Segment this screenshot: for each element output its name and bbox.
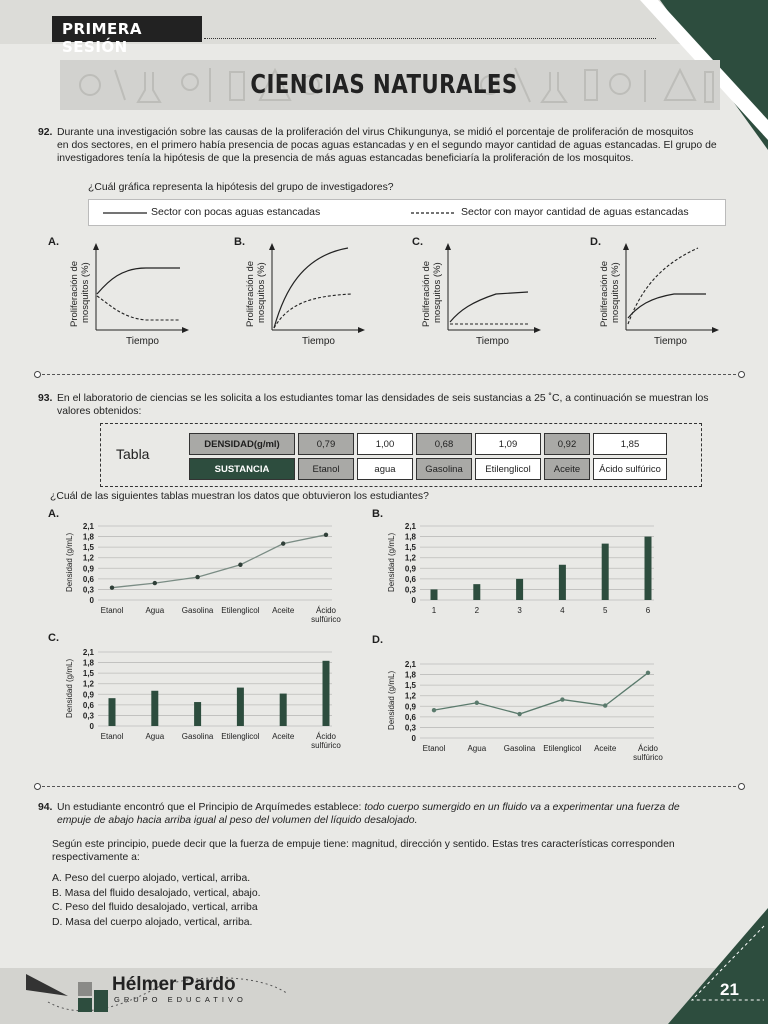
chart-point — [281, 541, 285, 545]
chart-ytick-label: 0,6 — [82, 574, 94, 584]
chart-xtick-label: Gasolina — [181, 732, 214, 741]
chart-xtick-label: Etanol — [100, 732, 124, 741]
graph-dashed-curve — [628, 248, 698, 324]
chart-ytick-label: 1,5 — [404, 543, 416, 553]
chart-xtick-label: 1 — [431, 606, 437, 615]
chart-ytick-label: 1,8 — [82, 532, 94, 542]
logo-square-icon — [78, 998, 92, 1012]
q92-option-b-letter[interactable]: B. — [234, 236, 245, 248]
q94-text: Según este principio, puede decir que la fuerza de empuje tiene: magnitud, dirección y sentido. Estas tres características corresponden respectivamente a: — [52, 839, 675, 863]
chart-bar — [237, 688, 244, 726]
chart-bar — [323, 661, 330, 726]
graph-ylabel-line2: mosquitos (%) — [610, 262, 621, 323]
chart-xtick-label: Ácido — [315, 732, 337, 741]
header-dotted-line — [204, 38, 656, 39]
chart-ytick-label: 0,9 — [404, 702, 416, 712]
chart-ytick-label: 0,3 — [404, 723, 416, 733]
q94-option-c[interactable]: C. Peso del fluido desalojado, vertical, arriba — [52, 902, 258, 913]
graph-ylabel-line2: mosquitos (%) — [432, 262, 443, 323]
chart-bar — [645, 537, 652, 600]
chart-point — [517, 712, 521, 716]
q92-legend — [88, 199, 726, 226]
graph-xlabel: Tiempo — [302, 336, 335, 347]
table-row-density — [189, 433, 667, 455]
chart-bar — [280, 694, 287, 726]
q94-option-d[interactable]: D. Masa del cuerpo alojado, vertical, arriba. — [52, 916, 253, 928]
q92-graph-b[interactable] — [240, 242, 370, 352]
chart-ytick-label: 0,6 — [82, 700, 94, 710]
legend-dashed-label: Sector con mayor cantidad de aguas estancadas — [461, 206, 689, 218]
q92-question: ¿Cuál gráfica representa la hipótesis del grupo de investigadores? — [88, 182, 394, 193]
q94-option-b[interactable]: B. Masa del fluido desalojado, vertical, abajo. — [52, 887, 261, 899]
chart-xtick-label: Etilenglicol — [543, 744, 582, 753]
graph-xlabel: Tiempo — [654, 336, 687, 347]
chart-xtick-label: Ácido — [637, 744, 659, 753]
chart-bar — [473, 584, 480, 600]
density-cell: 0,92 — [544, 433, 590, 455]
chart-xtick-label: Agua — [145, 732, 165, 741]
page-number: 21 — [720, 980, 739, 999]
substance-cell: Aceite — [544, 458, 590, 480]
chart-ytick-label: 2,1 — [82, 648, 94, 657]
chart-bar — [516, 579, 523, 600]
graph-dashed-curve — [274, 294, 352, 328]
chart-point — [238, 563, 242, 567]
chart-series-line — [434, 673, 648, 714]
chart-xtick-label: Gasolina — [181, 606, 214, 615]
substance-cell: Ácido sulfúrico — [593, 458, 667, 480]
density-cell: 0,68 — [416, 433, 472, 455]
q92-option-d-letter[interactable]: D. — [590, 236, 601, 248]
graph-solid-curve — [628, 294, 706, 318]
table-row-substance — [189, 458, 667, 480]
chart-xtick-label: 4 — [560, 606, 565, 615]
chart-bar — [151, 691, 158, 726]
q94-number: 94. — [38, 802, 53, 813]
separator-dot — [738, 783, 745, 790]
graph-dashed-curve — [97, 296, 180, 320]
chart-point — [432, 708, 436, 712]
brand-name: Hélmer Pardo — [112, 974, 236, 995]
q93-chart-c[interactable] — [62, 646, 352, 754]
separator-dot — [34, 371, 41, 378]
chart-xtick-label: Aceite — [272, 732, 295, 741]
graph-ylabel-line2: mosquitos (%) — [256, 262, 267, 323]
q93-option-c-letter[interactable]: C. — [48, 632, 59, 644]
q92-graph-a[interactable] — [64, 242, 194, 352]
density-header: DENSIDAD(g/ml) — [189, 433, 295, 455]
chart-ytick-label: 1,8 — [82, 658, 94, 668]
session-label: PRIMERA SESIÓN — [62, 20, 142, 56]
chart-xtick-label: sulfúrico — [311, 615, 341, 624]
separator-dot — [738, 371, 745, 378]
graph-xlabel: Tiempo — [126, 336, 159, 347]
chart-xtick-label: Etanol — [100, 606, 124, 615]
chart-ytick-label: 0,9 — [82, 690, 94, 700]
chart-bar — [431, 589, 438, 600]
chart-ylabel: Densidad (g/mL) — [65, 532, 74, 592]
graph-ylabel-line1: Proliferación de — [599, 260, 610, 327]
chart-ytick-label: 0,3 — [82, 711, 94, 721]
chart-ytick-label: 1,8 — [404, 670, 416, 680]
chart-point — [646, 671, 650, 675]
tabla-label: Tabla — [116, 446, 150, 462]
chart-ytick-label: 0 — [411, 596, 416, 605]
density-table — [186, 430, 670, 483]
chart-point — [153, 581, 157, 585]
separator-line — [42, 374, 736, 375]
chart-ytick-label: 0,9 — [82, 564, 94, 574]
chart-ytick-label: 2,1 — [82, 522, 94, 531]
chart-bar — [109, 698, 116, 726]
chart-xtick-label: Etilenglicol — [221, 606, 260, 615]
q93-chart-b[interactable] — [384, 520, 674, 628]
density-cell: 1,00 — [357, 433, 413, 455]
q93-chart-d[interactable] — [384, 658, 674, 766]
chart-ytick-label: 0,6 — [404, 574, 416, 584]
logo-square-icon — [94, 990, 108, 1012]
legend-solid-label: Sector con pocas aguas estancadas — [151, 206, 321, 218]
q93-option-b-letter[interactable]: B. — [372, 508, 383, 520]
chart-point — [603, 703, 607, 707]
q93-option-a-letter[interactable]: A. — [48, 508, 59, 520]
chart-point — [475, 701, 479, 705]
chart-xtick-label: sulfúrico — [633, 753, 663, 762]
graph-solid-curve — [274, 248, 348, 328]
density-cell: 1,85 — [593, 433, 667, 455]
graph-ylabel-line1: Proliferación de — [69, 260, 80, 327]
q93-number: 93. — [38, 393, 53, 404]
chart-xtick-label: Etanol — [422, 744, 446, 753]
chart-ytick-label: 1,2 — [82, 553, 94, 563]
chart-point — [195, 575, 199, 579]
chart-ylabel: Densidad (g/mL) — [65, 658, 74, 718]
chart-point — [110, 585, 114, 589]
brand-subtitle: GRUPO EDUCATIVO — [114, 995, 247, 1004]
graph-ylabel-line2: mosquitos (%) — [80, 262, 91, 323]
chart-bar — [194, 702, 201, 726]
q93-chart-a[interactable] — [62, 520, 352, 628]
q94-options — [52, 872, 261, 930]
q92-option-c-letter[interactable]: C. — [412, 236, 423, 248]
chart-ylabel: Densidad (g/mL) — [387, 670, 396, 730]
substance-cell: Etanol — [298, 458, 354, 480]
chart-xtick-label: 6 — [645, 606, 651, 615]
chart-ytick-label: 2,1 — [404, 660, 416, 669]
chart-xtick-label: sulfúrico — [311, 741, 341, 750]
graph-ylabel-line1: Proliferación de — [421, 260, 432, 327]
chart-xtick-label: Aceite — [594, 744, 617, 753]
q94-option-a[interactable]: A. Peso del cuerpo alojado, vertical, arriba. — [52, 873, 251, 884]
substance-header: SUSTANCIA — [189, 458, 295, 480]
chart-ytick-label: 0,3 — [404, 585, 416, 595]
chart-ytick-label: 1,8 — [404, 532, 416, 542]
graph-solid-curve — [450, 292, 528, 322]
q92-number: 92. — [38, 127, 53, 138]
chart-ytick-label: 1,2 — [82, 679, 94, 689]
graph-ylabel-line1: Proliferación de — [245, 260, 256, 327]
legend-solid-line — [103, 212, 147, 214]
density-cell: 1,09 — [475, 433, 541, 455]
chart-xtick-label: Aceite — [272, 606, 295, 615]
substance-cell: Etilenglicol — [475, 458, 541, 480]
q94-statement: Un estudiante encontró que el Principio de Arquímedes establece: todo cuerpo sumergido en un fluido va a experimentar una fuerza de empuje de abajo hacia arriba igual al peso del volumen del líquido desalojado. — [57, 802, 680, 826]
legend-dashed-line — [411, 212, 455, 214]
graph-xlabel: Tiempo — [476, 336, 509, 347]
substance-cell: agua — [357, 458, 413, 480]
chart-series-line — [112, 535, 326, 588]
chart-xtick-label: Etilenglicol — [221, 732, 260, 741]
chart-ytick-label: 0,6 — [404, 712, 416, 722]
chart-ytick-label: 0 — [411, 734, 416, 743]
chart-xtick-label: Agua — [467, 744, 487, 753]
logo-square-icon — [78, 982, 92, 996]
chart-bar — [559, 565, 566, 600]
separator-dot — [34, 783, 41, 790]
chart-ytick-label: 1,5 — [82, 669, 94, 679]
page-title: CIENCIAS NATURALES — [250, 70, 518, 100]
chart-ytick-label: 0,3 — [82, 585, 94, 595]
chart-xtick-label: Gasolina — [503, 744, 536, 753]
chart-ytick-label: 2,1 — [404, 522, 416, 531]
substance-cell: Gasolina — [416, 458, 472, 480]
q92-graph-d[interactable] — [594, 242, 724, 352]
chart-xtick-label: 2 — [474, 606, 480, 615]
q93-text: En el laboratorio de ciencias se les solicita a los estudiantes tomar las densidades de seis sustancias a 25 ˚C, a continuación se muestran los valores obtenidos: — [57, 393, 709, 417]
density-cell: 0,79 — [298, 433, 354, 455]
page-corner-decoration — [648, 908, 768, 1024]
q92-graph-c[interactable] — [416, 242, 546, 352]
chart-xtick-label: Agua — [145, 606, 165, 615]
q93-option-d-letter[interactable]: D. — [372, 634, 383, 646]
chart-bar — [602, 544, 609, 600]
chart-ytick-label: 0 — [89, 596, 94, 605]
chart-xtick-label: 3 — [517, 606, 522, 615]
chart-ytick-label: 0,9 — [404, 564, 416, 574]
chart-ytick-label: 1,2 — [404, 553, 416, 563]
q93-question: ¿Cuál de las siguientes tablas muestran los datos que obtuvieron los estudiantes? — [50, 491, 429, 502]
chart-ytick-label: 0 — [89, 722, 94, 731]
chart-xtick-label: 5 — [602, 606, 608, 615]
chart-xtick-label: Ácido — [315, 606, 337, 615]
chart-point — [560, 697, 564, 701]
q92-text: Durante una investigación sobre las causas de la proliferación del virus Chikungunya, se midió el porcentaje de proliferación de mosquitos en dos sectores, en el primero había presencia de pocas aguas estancadas y en el segundo mayor cantidad de aguas estancadas. El grupo de investigadores tenía la hipótesis de que la presencia de más aguas estancadas beneficiaría la proliferación de los mosquitos. — [57, 127, 717, 164]
chart-point — [324, 533, 328, 537]
chart-ytick-label: 1,2 — [404, 691, 416, 701]
separator-line — [42, 786, 736, 787]
chart-ytick-label: 1,5 — [404, 681, 416, 691]
q92-option-a-letter[interactable]: A. — [48, 236, 59, 248]
chart-ylabel: Densidad (g/mL) — [387, 532, 396, 592]
session-tab — [52, 16, 202, 56]
chart-ytick-label: 1,5 — [82, 543, 94, 553]
graph-solid-curve — [97, 268, 180, 294]
paper-plane-icon — [26, 974, 68, 996]
